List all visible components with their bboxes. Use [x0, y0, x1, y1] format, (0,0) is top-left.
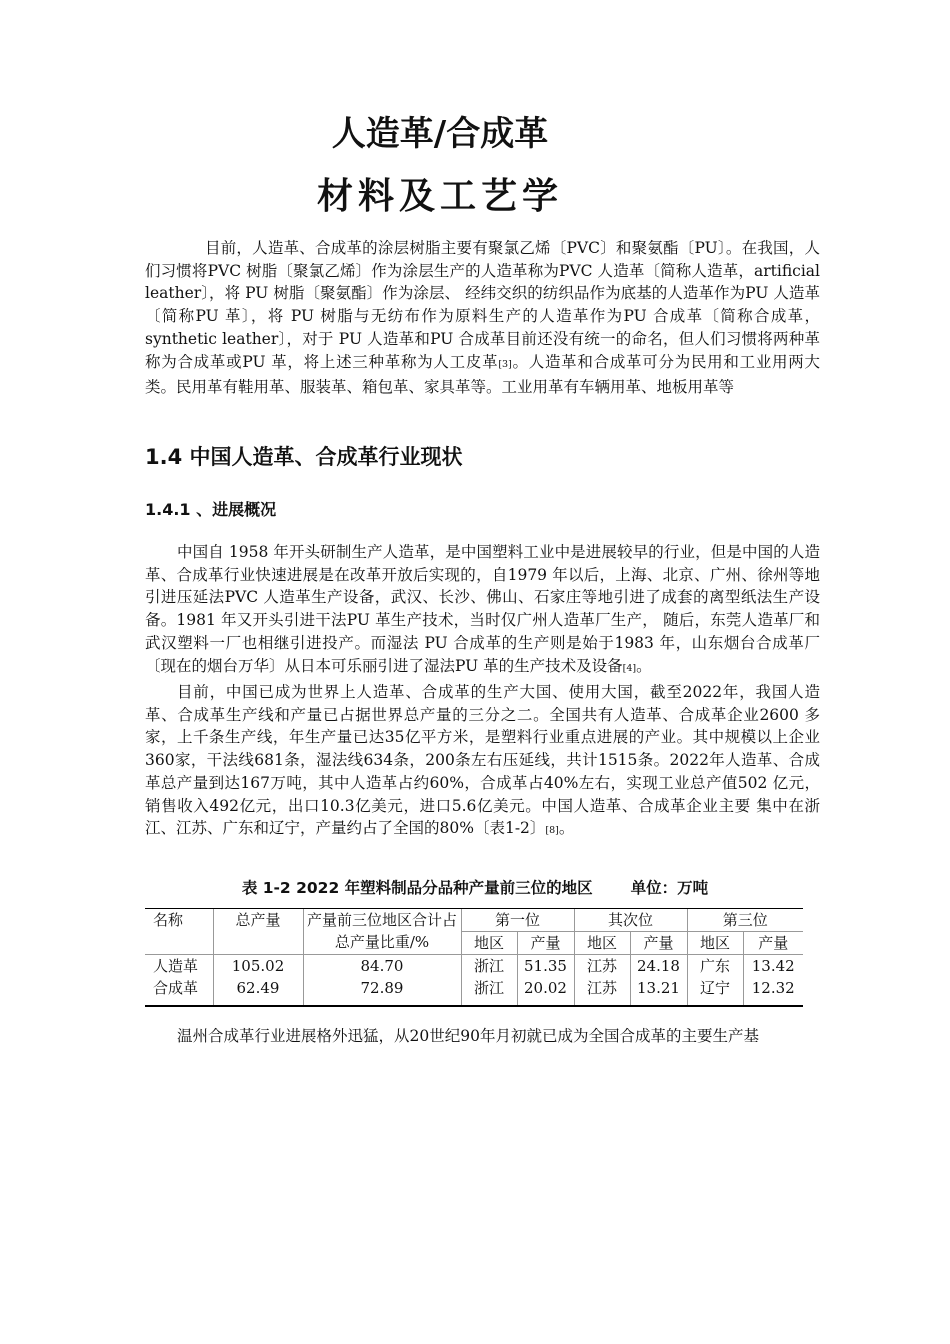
- header-output: 产量: [517, 932, 574, 955]
- header-first: 第一位: [461, 909, 574, 932]
- header-region: 地区: [461, 932, 517, 955]
- header-share: 产量前三位地区合计占总产量比重/%: [303, 909, 461, 955]
- header-third: 第三位: [687, 909, 803, 932]
- table-row: [145, 977, 803, 1006]
- paragraph-text-tail: 。: [558, 819, 575, 838]
- cell-share: 72.89: [303, 977, 461, 1006]
- table-caption: [0, 876, 950, 898]
- citation: [4]: [622, 662, 637, 674]
- citation: [8]: [545, 825, 559, 837]
- table-caption-text: 表 1-2 2022 年塑料制品分品种产量前三位的地区: [241, 879, 593, 897]
- paragraph-text: 中国自 1958 年开头研制生产人造革，是中国塑料工业中是进展较早的行业，但是中国的人造革、合成革行业快速进展是在改革开放后实现的，自1979 年以后，上海、北京、广州、徐州等地引进压延法PVC 人造革生产设备，武汉、长沙、佛山、石家庄等地引进了成套的离型纸法生产设备。1981 年又开头引进干法PU 革生产技术，当时仅广州人造革厂生产， 随后，东莞人造革厂和武汉塑料一厂也相继引进投产。而湿法 PU 合成革的生产则是始于1983 年，山东烟台合成革厂〔现在的烟台万华〕从日本可乐丽引进了湿法PU 革的生产技术及设备: [145, 543, 820, 675]
- citation: [3]: [498, 358, 512, 370]
- table-row: [145, 955, 803, 978]
- section-heading: 1.4 中国人造革、合成革行业现状: [145, 445, 463, 469]
- intro-text-tail: 。人造革和合成革可分为民用和工业用两大类。民用革有鞋用革、服装革、箱包革、家具革等。工业用革有车辆用革、地板用革等: [145, 352, 820, 397]
- header-name: 名称: [145, 909, 213, 955]
- paragraph-text-tail: 。: [636, 656, 652, 675]
- cell-output: 13.21: [630, 977, 687, 1006]
- cell-total: 62.49: [213, 977, 303, 1006]
- cell-region: 广东: [687, 955, 743, 978]
- header-output: 产量: [630, 932, 687, 955]
- cell-output: 51.35: [517, 955, 574, 978]
- header-total: 总产量: [213, 909, 303, 955]
- cell-name: 人造革: [145, 955, 213, 978]
- intro-paragraph: [145, 237, 820, 399]
- cell-region: 江苏: [574, 977, 630, 1006]
- cell-region: 浙江: [461, 977, 517, 1006]
- cell-region: 江苏: [574, 955, 630, 978]
- intro-text: 目前，人造革、合成革的涂层树脂主要有聚氯乙烯〔PVC〕和聚氨酯〔PU〕。在我国，人们习惯将PVC 树脂〔聚氯乙烯〕作为涂层生产的人造革称为PVC 人造革〔简称人造革，artificial leather〕，将 PU 树脂〔聚氨酯〕作为涂层、 经纬交织的纺织品作为底基的人造革作为PU 人造革〔简称PU 革〕，将 PU 树脂与无纺布作为原料生产的人造革作为PU 合成革〔简称合成革，synthetic leather〕，对于 PU 人造革和PU 合成革目前还没有统一的命名，但人们习惯将两种革称为合成革或PU 革，将上述三种革称为人工皮革: [145, 239, 820, 371]
- cell-share: 84.70: [303, 955, 461, 978]
- paragraph-status: [145, 681, 820, 843]
- cell-output: 20.02: [517, 977, 574, 1006]
- table-header-row: [145, 909, 803, 932]
- header-region: 地区: [687, 932, 743, 955]
- header-output: 产量: [743, 932, 803, 955]
- cell-output: 12.32: [743, 977, 803, 1006]
- cell-name: 合成革: [145, 977, 213, 1006]
- document-subtitle: 材料及工艺学: [316, 176, 563, 217]
- cell-region: 浙江: [461, 955, 517, 978]
- paragraph-text: 目前，中国已成为世界上人造革、合成革的生产大国、使用大国，截至2022年，我国人造革、合成革生产线和产量已占据世界总产量的三分之二。全国共有人造革、合成革企业2600 多家，上千条生产线，年生产量已达35亿平方米，是塑料行业重点进展的产业。其中规模以上企业360家，干法线681条，湿法线634条，200条左右压延线，共计1515条。2022年人造革、合成革总产量到达167万吨，其中人造革占约60%，合成革占40%左右，实现工业总产值502 亿元，销售收入492亿元，出口10.3亿美元，进口5.6亿美元。中国人造革、合成革企业主要 集中在浙江、江苏、广东和辽宁，产量约占了全国的80%〔表1-2〕: [145, 683, 820, 838]
- paragraph-history: [145, 541, 820, 680]
- header-second: 其次位: [574, 909, 687, 932]
- tail-paragraph: 温州合成革行业进展格外迅猛，从20世纪90年月初就已成为全国合成革的主要生产基: [177, 1027, 759, 1045]
- cell-total: 105.02: [213, 955, 303, 978]
- header-region: 地区: [574, 932, 630, 955]
- cell-region: 辽宁: [687, 977, 743, 1006]
- cell-output: 24.18: [630, 955, 687, 978]
- table-unit: 单位：万吨: [630, 879, 709, 897]
- cell-output: 13.42: [743, 955, 803, 978]
- document-title: 人造革/合成革: [331, 114, 549, 154]
- production-table: [145, 908, 803, 1007]
- subsection-heading: 1.4.1 、进展概况: [145, 500, 277, 519]
